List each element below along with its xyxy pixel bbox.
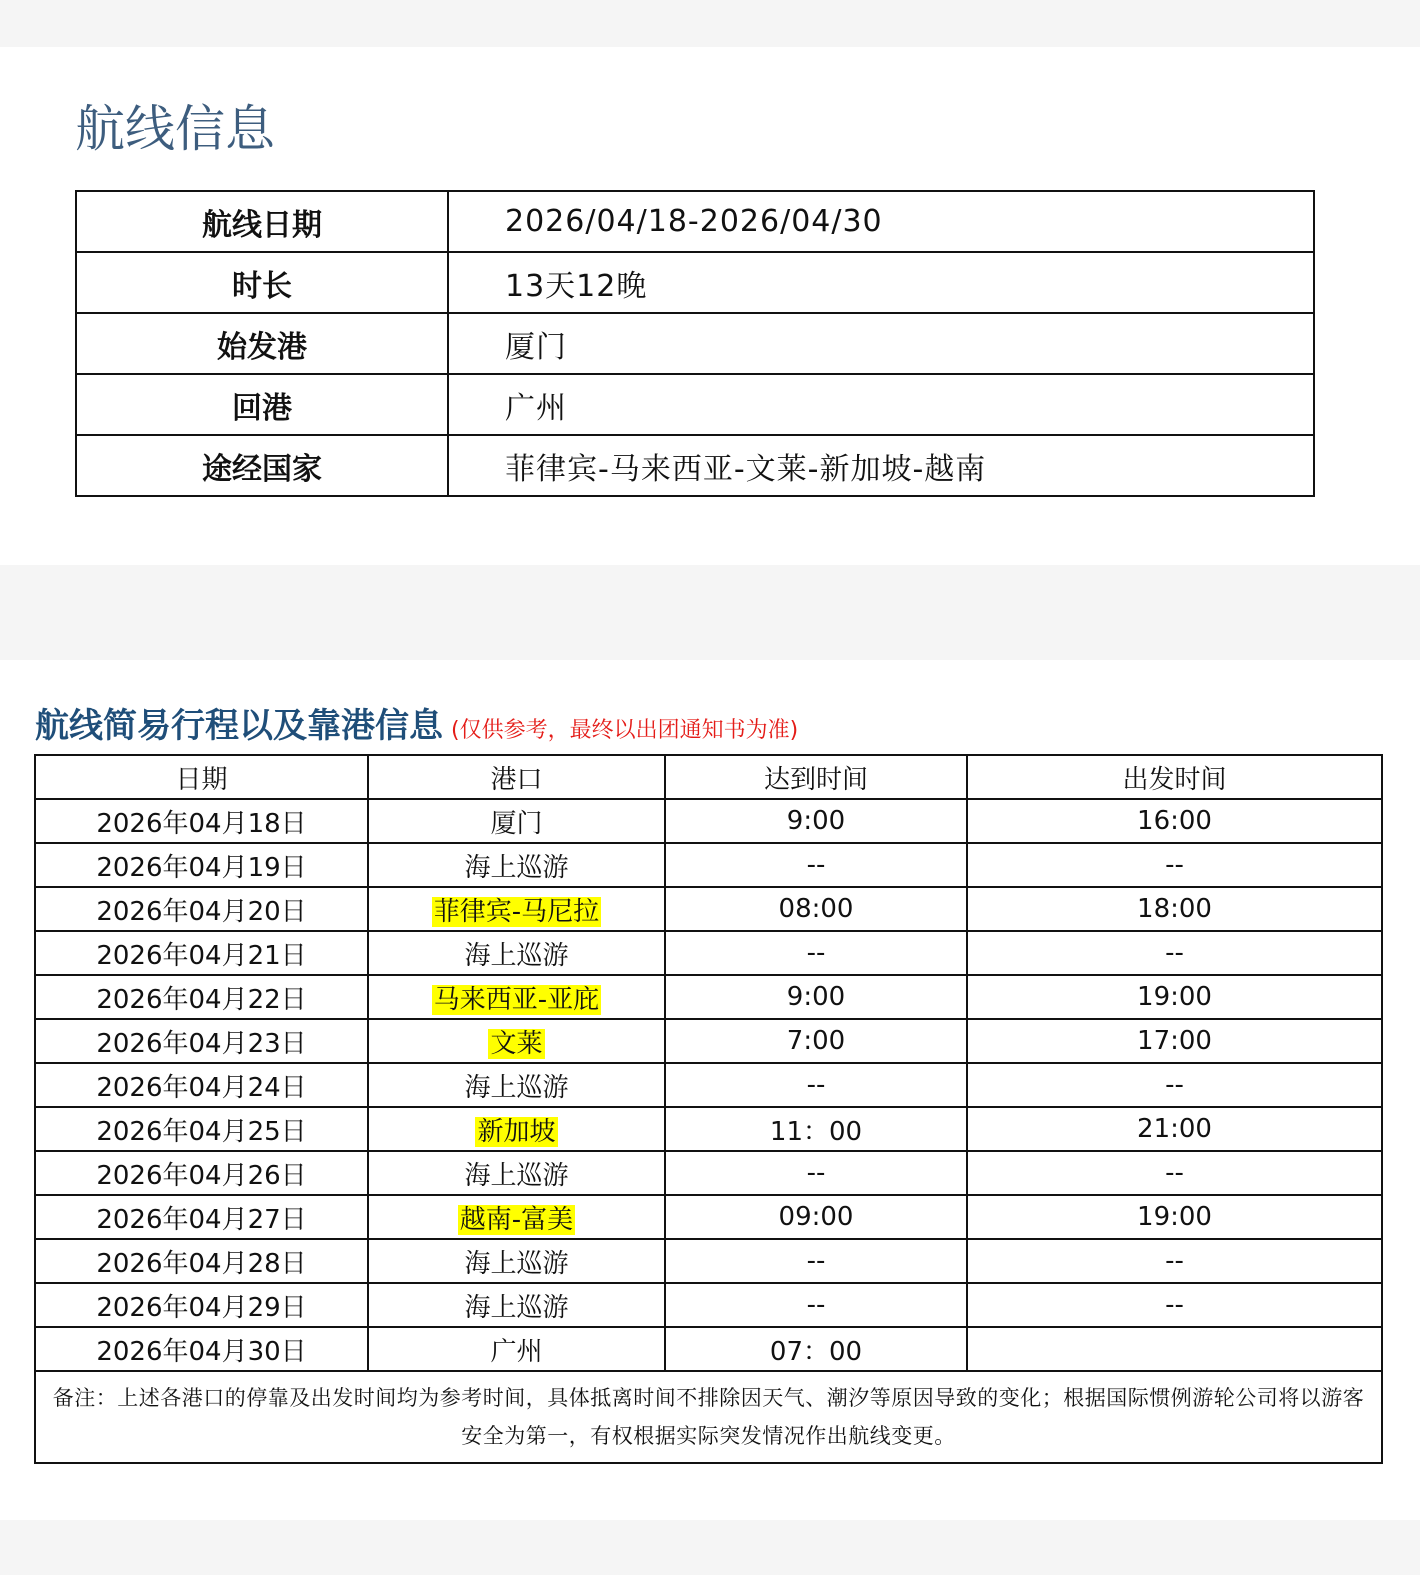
cell-date: 2026年04月24日	[35, 1063, 368, 1107]
itinerary-title: 航线简易行程以及靠港信息	[35, 706, 443, 746]
cell-port	[368, 1151, 665, 1195]
route-value: 广州	[448, 374, 1314, 435]
route-label: 回港	[76, 374, 448, 435]
header-departure: 出发时间	[967, 755, 1382, 799]
cell-port	[368, 1239, 665, 1283]
port-name-highlighted: 越南-富美	[459, 1204, 574, 1235]
cell-arrival: --	[665, 931, 967, 975]
route-value: 2026/04/18-2026/04/30	[448, 191, 1314, 252]
route-label: 航线日期	[76, 191, 448, 252]
cell-date: 2026年04月28日	[35, 1239, 368, 1283]
cell-arrival: --	[665, 1283, 967, 1327]
cell-date: 2026年04月22日	[35, 975, 368, 1019]
cell-date: 2026年04月20日	[35, 887, 368, 931]
cell-arrival: 9:00	[665, 975, 967, 1019]
cell-arrival: --	[665, 1151, 967, 1195]
table-row	[35, 975, 1382, 1019]
header-date: 日期	[35, 755, 368, 799]
cell-departure: 18:00	[967, 887, 1382, 931]
table-row	[35, 1327, 1382, 1371]
cell-departure: --	[967, 1063, 1382, 1107]
route-info-panel	[0, 47, 1420, 565]
cell-departure: --	[967, 1239, 1382, 1283]
cell-arrival: --	[665, 1239, 967, 1283]
header-port: 港口	[368, 755, 665, 799]
table-row	[35, 1239, 1382, 1283]
cell-port	[368, 975, 665, 1019]
section-gap	[0, 565, 1420, 660]
cell-arrival: 09:00	[665, 1195, 967, 1239]
port-name: 海上巡游	[464, 1248, 569, 1279]
table-row	[35, 799, 1382, 843]
route-row-return-port	[76, 374, 1314, 435]
route-row-dates	[76, 191, 1314, 252]
table-row	[35, 1063, 1382, 1107]
route-value: 13天12晚	[448, 252, 1314, 313]
port-name: 海上巡游	[464, 1072, 569, 1103]
cell-departure: --	[967, 843, 1382, 887]
cell-port	[368, 1195, 665, 1239]
port-name-highlighted: 菲律宾-马尼拉	[433, 896, 600, 927]
cell-port	[368, 887, 665, 931]
route-row-duration	[76, 252, 1314, 313]
cell-departure: 19:00	[967, 1195, 1382, 1239]
cell-arrival: --	[665, 1063, 967, 1107]
table-row	[35, 931, 1382, 975]
table-row	[35, 1195, 1382, 1239]
cell-date: 2026年04月18日	[35, 799, 368, 843]
cell-port	[368, 1327, 665, 1371]
port-name: 海上巡游	[464, 940, 569, 971]
port-name: 海上巡游	[464, 1292, 569, 1323]
port-name: 广州	[490, 1336, 543, 1367]
itinerary-table	[34, 754, 1383, 1464]
route-row-departure-port	[76, 313, 1314, 374]
cell-port	[368, 843, 665, 887]
cell-arrival: 08:00	[665, 887, 967, 931]
table-row	[35, 1107, 1382, 1151]
cell-date: 2026年04月30日	[35, 1327, 368, 1371]
cell-arrival: 07：00	[665, 1327, 967, 1371]
cell-departure: 21:00	[967, 1107, 1382, 1151]
cell-departure: --	[967, 1151, 1382, 1195]
route-info-title: 航线信息	[75, 100, 275, 158]
itinerary-header-row	[35, 755, 1382, 799]
header-arrival: 达到时间	[665, 755, 967, 799]
cell-arrival: --	[665, 843, 967, 887]
cell-date: 2026年04月29日	[35, 1283, 368, 1327]
cell-port	[368, 799, 665, 843]
cell-date: 2026年04月21日	[35, 931, 368, 975]
port-name-highlighted: 文莱	[490, 1028, 543, 1059]
route-label: 途经国家	[76, 435, 448, 496]
cell-port	[368, 1283, 665, 1327]
route-value: 菲律宾-马来西亚-文莱-新加坡-越南	[448, 435, 1314, 496]
route-value: 厦门	[448, 313, 1314, 374]
cell-arrival: 7:00	[665, 1019, 967, 1063]
table-row	[35, 887, 1382, 931]
route-label: 时长	[76, 252, 448, 313]
cell-date: 2026年04月26日	[35, 1151, 368, 1195]
cell-date: 2026年04月19日	[35, 843, 368, 887]
port-name: 海上巡游	[464, 1160, 569, 1191]
itinerary-disclaimer: (仅供参考，最终以出团通知书为准)	[451, 718, 799, 743]
itinerary-panel	[0, 660, 1420, 1520]
cell-date: 2026年04月23日	[35, 1019, 368, 1063]
route-label: 始发港	[76, 313, 448, 374]
port-name: 海上巡游	[464, 852, 569, 883]
port-name-highlighted: 新加坡	[477, 1116, 556, 1147]
cell-port	[368, 1063, 665, 1107]
table-row	[35, 1151, 1382, 1195]
cell-arrival: 9:00	[665, 799, 967, 843]
bottom-gap	[0, 1520, 1420, 1575]
cell-departure: 19:00	[967, 975, 1382, 1019]
cell-departure: --	[967, 1283, 1382, 1327]
cell-port	[368, 931, 665, 975]
remark-row	[35, 1371, 1382, 1463]
route-row-countries	[76, 435, 1314, 496]
port-name: 厦门	[490, 808, 543, 839]
table-row	[35, 843, 1382, 887]
port-name-highlighted: 马来西亚-亚庇	[433, 984, 600, 1015]
cell-port	[368, 1107, 665, 1151]
remark-text: 备注：上述各港口的停靠及出发时间均为参考时间，具体抵离时间不排除因天气、潮汐等原因导致的变化；根据国际惯例游轮公司将以游客安全为第一，有权根据实际突发情况作出航线变更。	[35, 1371, 1382, 1463]
cell-date: 2026年04月27日	[35, 1195, 368, 1239]
cell-date: 2026年04月25日	[35, 1107, 368, 1151]
table-row	[35, 1019, 1382, 1063]
cell-port	[368, 1019, 665, 1063]
table-row	[35, 1283, 1382, 1327]
cell-departure: --	[967, 931, 1382, 975]
route-info-table	[75, 190, 1315, 497]
cell-departure: 16:00	[967, 799, 1382, 843]
itinerary-heading	[35, 698, 798, 747]
cell-departure: 17:00	[967, 1019, 1382, 1063]
top-gap	[0, 0, 1420, 47]
cell-departure	[967, 1327, 1382, 1371]
cell-arrival: 11：00	[665, 1107, 967, 1151]
